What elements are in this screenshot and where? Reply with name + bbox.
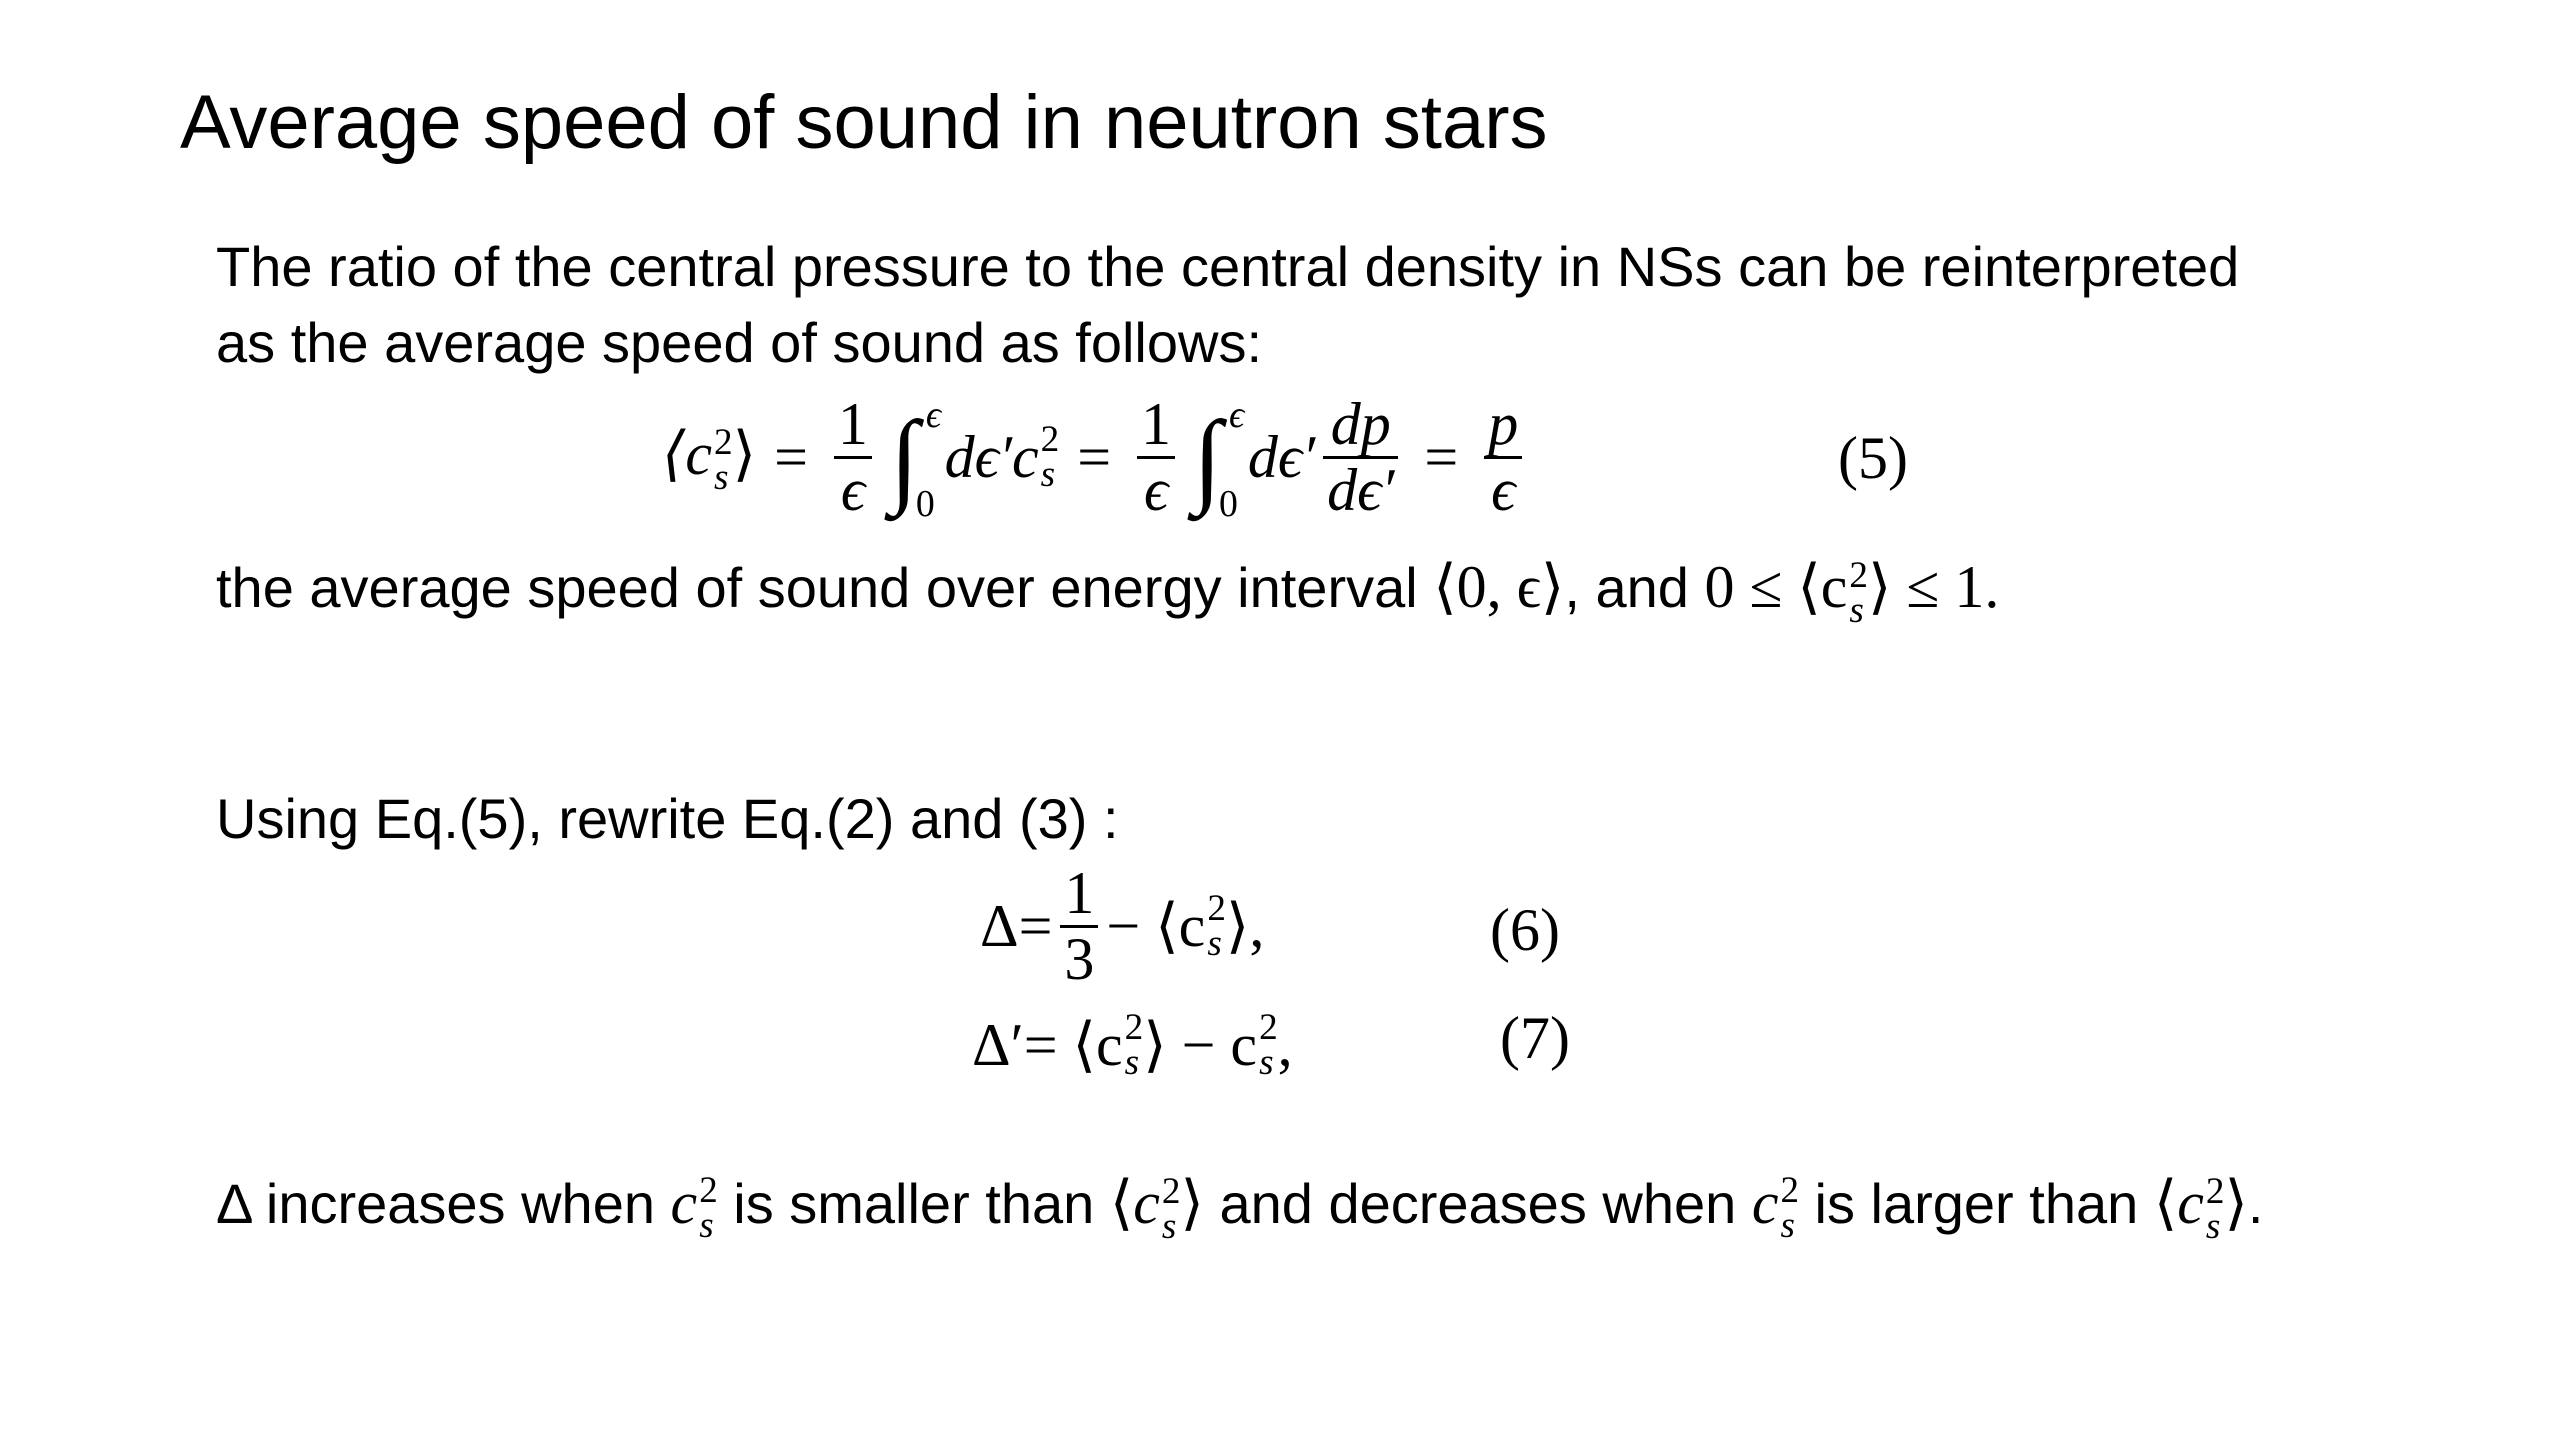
integral-sign-2: ∫ ϵ 0	[1193, 393, 1245, 525]
integral-sign-1: ∫ ϵ 0	[889, 393, 942, 525]
eq6-number: (6)	[1490, 897, 1560, 963]
eq5-number: (5)	[1838, 425, 1908, 491]
eq5-integrand-1: dϵ′c	[944, 423, 1039, 490]
intro-line-1: The ratio of the central pressure to the central density in NSs can be reinterpreted	[216, 235, 2240, 298]
equation-6: Δ= $\frac{1}{3}$ − ⟨c 2 s ⟩,	[980, 859, 1265, 992]
eq7-number: (7)	[1500, 1005, 1570, 1071]
eq5-ratio: $\frac{p}{\epsilon}$	[1484, 393, 1522, 522]
eq5-frac-2: $\frac{1}{\epsilon}$	[1137, 393, 1175, 522]
eq5-lhs: ⟨c 2 s ⟩	[662, 420, 757, 498]
eq5-derivative: $\frac{dp}{d\epsilon'}$	[1323, 393, 1398, 522]
equation-7: Δ′= ⟨c 2 s ⟩ − c 2 s ,	[972, 1006, 1293, 1083]
eq5-frac-1: $\frac{1}{\epsilon}$	[834, 393, 872, 522]
intro-line-2: as the average speed of sound as follows:	[216, 311, 1263, 374]
slide-title: Average speed of sound in neutron stars	[180, 80, 1548, 165]
using-line: Using Eq.(5), rewrite Eq.(2) and (3) :	[216, 787, 1119, 850]
eq5-integrand-2: dϵ′	[1247, 423, 1316, 490]
conclusion-line: Δ increases when c 2 s is smaller than ⟨c 2 s ⟩ and decreases when c 2 s is larger than ⟨c 2 s ⟩.	[216, 1170, 2264, 1248]
equation-5: ⟨c 2 s ⟩ = $\frac{1}{\epsilon}$ ∫ ϵ 0 dϵ′c 2 s = $\frac{1}{\epsilon}$ ∫ ϵ 0 dϵ′ $\frac{dp}{d\epsilon'}$ = $\frac{p}{\epsilon}$	[662, 372, 1530, 542]
eq6-frac: $\frac{1}{3}$	[1060, 862, 1098, 991]
average-line: the average speed of sound over energy interval ⟨0, ϵ⟩, and 0 ≤ ⟨c 2 s ⟩ ≤ 1.	[216, 554, 2000, 632]
